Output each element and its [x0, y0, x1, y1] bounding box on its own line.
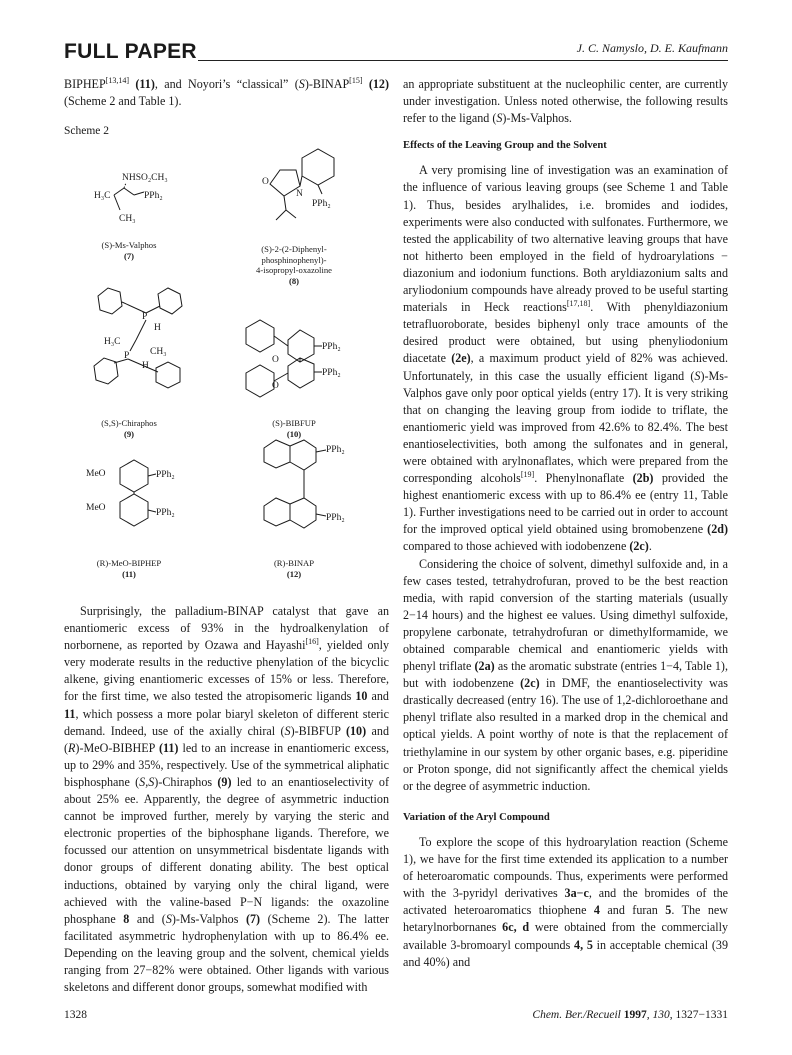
left-column-body: [64, 603, 389, 996]
caption-compound-9: (S,S)-Chiraphos (9): [101, 418, 157, 439]
caption-compound-11: (R)-MeO-BIPHEP (11): [96, 558, 162, 579]
label-nhso2ch3: NHSO₂CH₃: [122, 173, 168, 183]
section-heading-leaving-group: Effects of the Leaving Group and the Solvent: [403, 140, 607, 152]
label-h3c-chiraphos: H₃C: [104, 337, 121, 347]
caption-compound-10: (S)-BIBFUP (10): [272, 418, 316, 439]
label-pph2-binap-2: PPh₂: [326, 513, 345, 523]
section-heading-aryl-compound: Variation of the Aryl Compound: [403, 811, 550, 823]
label-h3c: H₃C: [94, 191, 111, 201]
scheme-2-structures: [64, 148, 389, 596]
label-o-oxazoline: O: [262, 177, 269, 187]
scheme-2-figure: [64, 148, 389, 596]
label-pph2: PPh₂: [144, 191, 163, 201]
caption-compound-12: (R)-BINAP (12): [273, 558, 315, 579]
label-o-lower: O: [272, 381, 279, 391]
aryl-compound-paragraph: To explore the scope of this hydroarylation reaction (Scheme 1), we have for the first time extended its application to a number of heteroaromatic compounds. Thus, experiments were performed with the 3-pyridyl derivatives 3a−c, and the bromides of the activated heteroaromatics thiophene 4 and furan 5. The new hetarylnorbornanes 6c, d were obtained from the commercially available 3-bromoaryl compounds 4, 5 in acceptable chemical (39 and 40%) and: [403, 834, 729, 969]
caption-compound-8: (S)-2-(2-Diphenyl- phosphinophenyl)- 4-isopropyl-oxazoline (8): [256, 244, 332, 286]
caption-compound-7: (S)-Ms-Valphos (7): [101, 240, 157, 261]
scheme-label: Scheme 2: [64, 125, 110, 138]
left-intro-paragraph: BIPHEP[13,14] (11), and Noyori’s “classical” (S)-BINAP[15] (12) (Scheme 2 and Table 1).: [64, 75, 390, 109]
label-meo-1: MeO: [86, 469, 106, 479]
label-p-upper: P: [142, 312, 148, 322]
label-pph2-binap-1: PPh₂: [326, 445, 345, 455]
label-o-upper: O: [272, 355, 279, 365]
label-pph2-biphep-2: PPh₂: [156, 508, 175, 518]
right-intro-paragraph: an appropriate substituent at the nucleophilic center, are currently under investigation. Unless noted otherwise, the following results refer to the ligand (S)-Ms-Valphos.: [403, 77, 728, 126]
structure-10: [246, 320, 341, 397]
label-h-lower: H: [142, 361, 149, 371]
label-pph2-bibfup-2: PPh₂: [322, 368, 341, 378]
running-header-title: FULL PAPER: [64, 40, 197, 63]
header-rule: [198, 60, 728, 61]
page-number: 1328: [64, 1009, 87, 1021]
structure-9: [94, 288, 182, 388]
label-pph2-bibfup-1: PPh₂: [322, 342, 341, 352]
journal-citation: Chem. Ber./Recueil 1997, 130, 1327−1331: [532, 1009, 728, 1021]
label-ch3-chiraphos: CH₃: [150, 347, 167, 357]
label-h-upper: H: [154, 323, 161, 333]
label-pph2-oxazoline: PPh₂: [312, 199, 331, 209]
structure-7: [94, 173, 168, 224]
structure-11: [86, 460, 175, 526]
structure-8: [262, 149, 334, 220]
structure-12: [264, 440, 345, 528]
label-pph2-biphep-1: PPh₂: [156, 470, 175, 480]
label-ch3: CH₃: [119, 214, 136, 224]
left-body-paragraph: Surprisingly, the palladium-BINAP catalyst that gave an enantiomeric excess of 93% in the hydroalkenylation of norbornene, as reported by Ozawa and Hayashi[16], yielded only very moderate results in the reductive phenylation of the bicyclic alkene, giving enantiomeric excesses of 15% or less. Therefore, for the first time, we also tested the atropisomeric ligands 10 and 11, which possess a more polar biaryl skeleton of different steric demand. Indeed, use of the axially chiral (S)-BIBFUP (10) and (R)-MeO-BIBHEP (11) led to an increase in enantiomeric excess, up to 29% and 35%, respectively. Use of the symmetrical aliphatic bisphosphane (S,S)-Chiraphos (9) led to an enantioselectivity of about 25% ee. Apparently, the degree of asymmetric induction cannot be improved further, merely by varying the steric and electronic properties of the biphosphane ligands. Therefore, we focussed our attention on unsymmetrical bisdentate ligands with donor groups of different donating ability. The best optical inductions, obtained by varying only the chiral ligand, were achieved with the valine-based P−N ligands: the oxazoline phosphane 8 and (S)-Ms-Valphos (7) (Scheme 2). The latter facilitated asymmetric hydrophenylation with up to 86.4% ee. Depending on the leaving group and the solvent, chemical yields ranging from 27−82% were obtained. Other ligands with various skeletons and different donor groups, somewhat modified with: [64, 604, 389, 995]
label-meo-2: MeO: [86, 503, 106, 513]
label-p-lower: P: [124, 351, 130, 361]
solvent-paragraph: Considering the choice of solvent, dimethyl sulfoxide and, in a few cases tested, tetrahydrofuran, proved to be the best reaction media, with rapid conversion of the starting materials (usually 2−14 hours) and the highest ee values. Using dimethyl sulfoxide, propylene carbonate, tetrahydrofuran or dimethylformamide, we obtained comparable chemical and enantiomeric yields with phenyl triflate (2a) as the aromatic substrate (entries 1−4, Table 1), but with iodobenzene (2c) in DMF, the enantioselectivity was drastically decreased (entry 16). The use of 1,2-dichloroethane and phenyl triflate also resulted in a marked drop in the chemical and optical yields. A point worthy of note is that the replacement of triethylamine in our system by other organic bases, e.g. piperidine or Proton sponge, did not significantly affect the chemical yields or the degree of asymmetric induction.: [403, 556, 728, 793]
label-n-oxazoline: N: [296, 189, 303, 199]
leaving-group-paragraph: A very promising line of investigation was an examination of the influence of various leaving groups (see Scheme 1 and Table 1). Thus, besides arylhalides, i.e. bromides and iodides, experiments were also conducted with sulfonates. Furthermore, we tested the applicability of two alternative leaving groups that have not hitherto been employed in the field of hydroarylations − diazonium and iodonium functions. Both aryldiazonium salts and aryliodonium compounds have already proved to be useful starting materials in Heck reactions[17,18]. With phenyldiazonium tetrafluoroborate, besides biphenyl only trace amounts of the desired product were obtained, but using phenyliodonium diacetate (2e), a maximum product yield of 82% was achieved. Unfortunately, in this case the usually efficient ligand (S)-Ms-Valphos gave only poor optical yields (entry 17). It is very striking that on changing the leaving group from iodide to triflate, the enantiomeric yield was improved from 42.6% to 82.4%. The best enantioselectivities, both among the sulfonates and in general, were obtained with arylnonaflates, which were prepared from the corresponding alcohols[19]. Phenylnonaflate (2b) provided the highest enantiomeric excess with up to 86.4% ee (entry 11, Table 1). Further investigations need to be carried out in order to account for the improved optical yield obtained using bromobenzene (2d) compared to those achieved with iodobenzene (2c).: [403, 163, 729, 554]
running-header-authors: J. C. Namyslo, D. E. Kaufmann: [576, 41, 728, 55]
left-column: [64, 76, 389, 140]
right-column: [403, 76, 728, 971]
